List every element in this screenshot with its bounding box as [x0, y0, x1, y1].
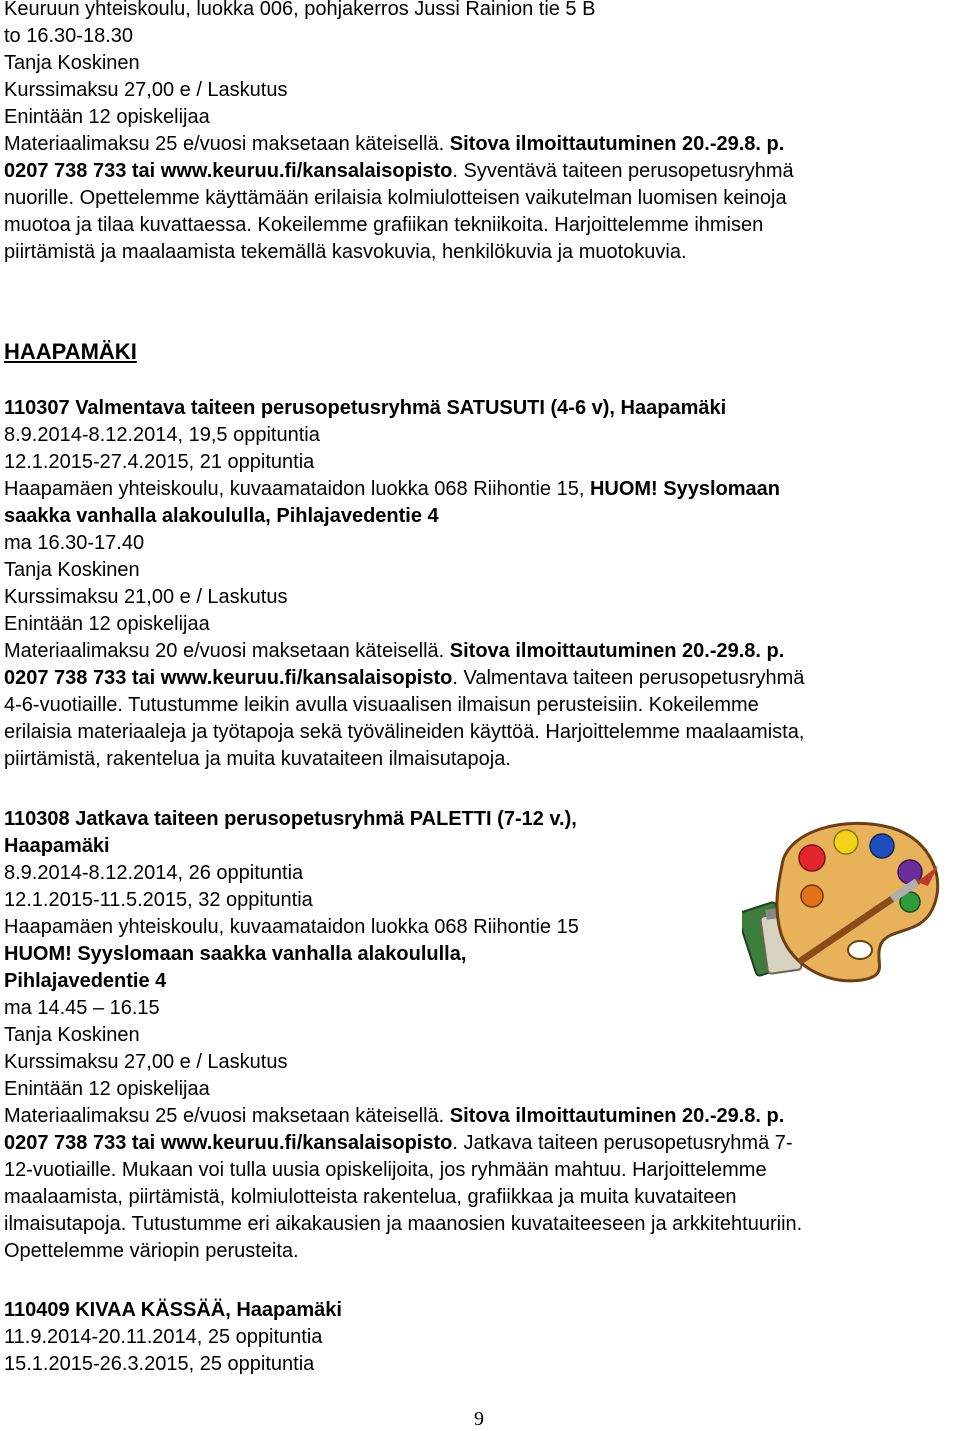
paint-palette-icon: [742, 810, 947, 985]
course-110308-dates-2: 12.1.2015-11.5.2015, 32 oppituntia: [4, 889, 313, 911]
course-110308-desc-3: ilmaisutapoja. Tutustumme eri aikakausien ja maanosien kuvataiteeseen ja arkkitehtuuriin.: [4, 1213, 803, 1235]
course-110307-desc-start: . Valmentava taiteen perusopetusryhmä: [452, 667, 805, 689]
top-material-text: Materiaalimaksu 25 e/vuosi maksetaan käteisellä.: [4, 133, 450, 155]
course-110308-material: [4, 1103, 784, 1130]
course-110409-dates-1: 11.9.2014-20.11.2014, 25 oppituntia: [4, 1326, 323, 1348]
course-110307-max: Enintään 12 opiskelijaa: [4, 613, 210, 635]
top-teacher: Tanja Koskinen: [4, 52, 140, 74]
course-110307-material: [4, 638, 784, 665]
course-110308-desc-1: 12-vuotiaille. Mukaan voi tulla uusia opiskelijoita, jos ryhmään mahtuu. Harjoittelemme: [4, 1159, 767, 1181]
course-110307-location: [4, 476, 780, 503]
course-110307-fee: Kurssimaksu 21,00 e / Laskutus: [4, 586, 288, 608]
course-110307-time: ma 16.30-17.40: [4, 532, 145, 554]
course-110307-dates-2: 12.1.2015-27.4.2015, 21 oppituntia: [4, 451, 315, 473]
course-110308-phone-link[interactable]: 0207 738 733 tai www.keuruu.fi/kansalaisopisto: [4, 1132, 453, 1154]
course-110307-material-text: Materiaalimaksu 20 e/vuosi maksetaan käteisellä.: [4, 640, 450, 662]
course-110409-dates-2: 15.1.2015-26.3.2015, 25 oppituntia: [4, 1353, 315, 1375]
top-fee: Kurssimaksu 27,00 e / Laskutus: [4, 79, 288, 101]
course-110307-registration: Sitova ilmoittautuminen 20.-29.8. p.: [449, 640, 785, 662]
course-110307-phone: [4, 665, 804, 692]
section-heading: HAAPAMÄKI: [4, 339, 137, 364]
course-110308-desc-2: maalaamista, piirtämistä, kolmiulotteista rakentelua, grafiikkaa ja muita kuvataiteen: [4, 1186, 737, 1208]
course-110308-material-text: Materiaalimaksu 25 e/vuosi maksetaan käteisellä.: [4, 1105, 450, 1127]
course-110308-title-2: Haapamäki: [4, 835, 110, 857]
top-location: Keuruun yhteiskoulu, luokka 006, pohjakerros Jussi Rainion tie 5 B: [4, 0, 596, 20]
course-110308-registration: Sitova ilmoittautuminen 20.-29.8. p.: [449, 1105, 785, 1127]
course-110308-time: ma 14.45 – 16.15: [4, 997, 160, 1019]
course-110308-note-2: Pihlajavedentie 4: [4, 970, 167, 992]
course-110307-desc-3: piirtämistä, rakentelua ja muita kuvataiteen ilmaisutapoja.: [4, 748, 511, 770]
top-time: to 16.30-18.30: [4, 25, 133, 47]
course-110308-max: Enintään 12 opiskelijaa: [4, 1078, 210, 1100]
course-110308-title: 110308 Jatkava taiteen perusopetusryhmä PALETTI (7-12 v.),: [4, 808, 577, 830]
course-110308-teacher: Tanja Koskinen: [4, 1024, 140, 1046]
course-110307-title: 110307 Valmentava taiteen perusopetusryhmä SATUSUTI (4-6 v), Haapamäki: [4, 397, 727, 419]
course-110307-desc-1: 4-6-vuotiaille. Tutustumme leikin avulla visuaalisen ilmaisun perusteisiin. Kokeilemme: [4, 694, 759, 716]
course-110307-phone-link[interactable]: 0207 738 733 tai www.keuruu.fi/kansalaisopisto: [4, 667, 453, 689]
top-desc-start: . Syventävä taiteen perusopetusryhmä: [452, 160, 794, 182]
course-110308-location: Haapamäen yhteiskoulu, kuvaamataidon luokka 068 Riihontie 15: [4, 916, 579, 938]
course-110307-dates-1: 8.9.2014-8.12.2014, 19,5 oppituntia: [4, 424, 320, 446]
course-110409-title: 110409 KIVAA KÄSSÄÄ, Haapamäki: [4, 1299, 342, 1321]
course-110307-desc-2: erilaisia materiaaleja ja työtapoja sekä työvälineiden käyttöä. Harjoittelemme maalaamista,: [4, 721, 805, 743]
top-phone: [4, 158, 794, 185]
course-110308-phone: [4, 1130, 793, 1157]
top-desc-1: nuorille. Opettelemme käyttämään erilaisia kolmiulotteisen vaikutelman luomisen keinoja: [4, 187, 787, 209]
top-desc-3: piirtämistä ja maalaamista tekemällä kasvokuvia, henkilökuvia ja muotokuvia.: [4, 241, 687, 263]
top-registration: Sitova ilmoittautuminen 20.-29.8. p.: [449, 133, 785, 155]
top-max: Enintään 12 opiskelijaa: [4, 106, 210, 128]
top-desc-2: muotoa ja tilaa kuvattaessa. Kokeilemme grafiikan tekniikoita. Harjoittelemme ihmisen: [4, 214, 764, 236]
top-material: [4, 131, 784, 158]
course-110308-dates-1: 8.9.2014-8.12.2014, 26 oppituntia: [4, 862, 304, 884]
course-110307-note-2: saakka vanhalla alakoululla, Pihlajavedentie 4: [4, 505, 439, 527]
course-110308-desc-start: . Jatkava taiteen perusopetusryhmä 7-: [452, 1132, 793, 1154]
course-110307-location-text: Haapamäen yhteiskoulu, kuvaamataidon luokka 068 Riihontie 15,: [4, 478, 590, 500]
course-110307-teacher: Tanja Koskinen: [4, 559, 140, 581]
course-110308-note: HUOM! Syyslomaan saakka vanhalla alakoululla,: [4, 943, 467, 965]
course-110308-fee: Kurssimaksu 27,00 e / Laskutus: [4, 1051, 288, 1073]
course-110308-desc-4: Opettelemme väriopin perusteita.: [4, 1240, 299, 1262]
course-110307-note: HUOM! Syyslomaan: [589, 478, 780, 500]
top-phone-link[interactable]: 0207 738 733 tai www.keuruu.fi/kansalaisopisto: [4, 160, 453, 182]
page-number: 9: [474, 1408, 484, 1430]
